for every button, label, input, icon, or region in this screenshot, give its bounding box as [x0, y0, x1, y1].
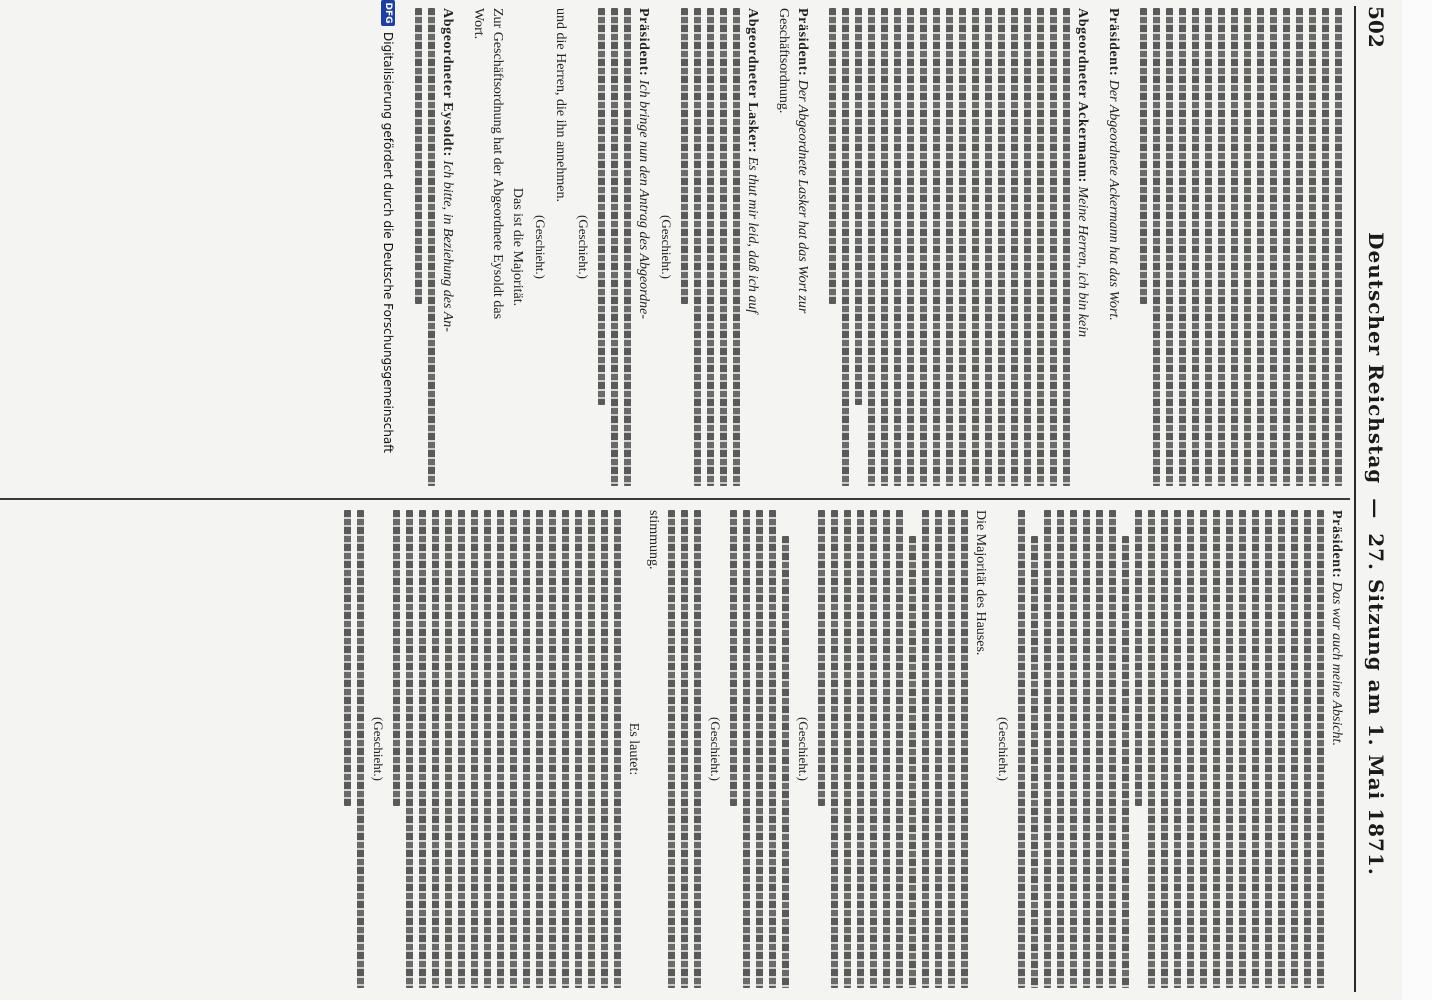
text-line [1096, 510, 1103, 988]
text-line [1231, 8, 1238, 486]
text-line [870, 510, 877, 988]
text-line [484, 510, 491, 988]
text-line [1083, 510, 1090, 988]
credit-text: Digitalisierung gefördert durch die Deutsche Forschungsgemeinschaft [381, 32, 395, 454]
text-line [1135, 510, 1142, 806]
speech-text: Meine Herren, ich bin kein [1075, 186, 1090, 338]
session-title: 27. Sitzung am 1. Mai 1871. [1364, 533, 1388, 876]
text-line-word: Wort. [471, 8, 486, 40]
text-line [946, 8, 953, 486]
text-line [1239, 510, 1246, 988]
text-line [1122, 536, 1129, 988]
text-line [1070, 510, 1077, 988]
text-line [756, 510, 763, 988]
speech-opening [744, 8, 761, 486]
text-line [1148, 510, 1155, 988]
speech-opening [1328, 510, 1345, 988]
text-line [829, 8, 836, 304]
text-line [588, 510, 595, 988]
text-line [344, 510, 351, 806]
text-line [769, 510, 776, 988]
speaker-name: Abgeordneter Eysoldt: [440, 8, 455, 157]
text-line [868, 8, 875, 486]
text-line [523, 510, 530, 988]
text-line [1244, 8, 1251, 486]
publication-title: Deutscher Reichstag [1364, 232, 1388, 485]
text-line [972, 8, 979, 486]
dfg-logo-icon: DFG [381, 0, 395, 26]
speaker-name: Präsident: [795, 8, 810, 77]
speech-continuation: Geschäftsordnung. [776, 8, 791, 114]
text-line [1011, 8, 1018, 486]
text-line [1187, 510, 1194, 988]
text-line [782, 536, 789, 988]
text-line [1161, 510, 1168, 988]
text-line [998, 8, 1005, 486]
text-line [471, 510, 478, 988]
text-line [1257, 8, 1264, 486]
text-line [1218, 8, 1225, 486]
text-line [1109, 510, 1116, 988]
text-line [959, 8, 966, 486]
text-line [1317, 510, 1324, 988]
speech-opening [1074, 8, 1091, 486]
text-line [694, 510, 701, 988]
text-line [1335, 8, 1342, 486]
speech-text: Der Abgeordnete Lasker hat das Wort zur [795, 79, 810, 314]
text-line [562, 510, 569, 988]
text-line [844, 510, 851, 988]
text-line [598, 8, 605, 405]
speech-opening [635, 8, 652, 486]
parliamentary-remark: (Geschieht.) [996, 717, 1011, 781]
header-separator: — [1364, 498, 1388, 520]
text-line [1174, 510, 1181, 988]
text-line [406, 510, 413, 988]
text-line [1304, 510, 1311, 988]
column-divider [0, 498, 1350, 500]
text-line [614, 510, 621, 988]
text-line [818, 510, 825, 806]
text-line [857, 510, 864, 988]
text-line [1205, 8, 1212, 486]
text-line [601, 510, 608, 988]
text-line [445, 510, 452, 988]
text-line-reads: Es lautet: [626, 722, 641, 776]
text-line [1192, 8, 1199, 486]
text-line [896, 510, 903, 988]
speaker-name: Präsident: [1329, 510, 1344, 579]
speech-opening [1105, 8, 1122, 486]
page-number: 502 [1364, 6, 1388, 48]
text-line [985, 8, 992, 486]
text-line [1037, 8, 1044, 486]
text-line [1213, 510, 1220, 988]
text-line [1063, 8, 1070, 486]
text-line [1296, 8, 1303, 486]
text-line [1179, 8, 1186, 486]
speech-text: Das war auch meine Absicht. [1329, 581, 1344, 746]
text-line [707, 8, 714, 486]
text-line [536, 510, 543, 988]
text-line [920, 8, 927, 486]
text-line [933, 8, 940, 486]
right-column [338, 510, 1346, 988]
text-line [1044, 510, 1051, 988]
speaker-name: Präsident: [1106, 8, 1121, 77]
speech-text: Ich bitte, in Beziehung des An- [440, 160, 455, 332]
text-line [935, 510, 942, 988]
text-line [432, 510, 439, 988]
text-line [1018, 510, 1025, 988]
text-line [855, 8, 862, 405]
text-line [668, 510, 675, 988]
text-line [831, 510, 838, 988]
text-line [1226, 510, 1233, 988]
text-line [549, 510, 556, 988]
text-line [458, 510, 465, 988]
text-line [720, 8, 727, 486]
text-line [1057, 510, 1064, 988]
text-line [961, 510, 968, 988]
text-line [730, 510, 737, 806]
digitization-credit [378, 0, 398, 990]
parliamentary-remark: (Geschieht.) [659, 215, 674, 279]
text-line [611, 8, 618, 486]
text-line [733, 8, 740, 486]
speech-text: Der Abgeordnete Ackermann hat das Wort. [1106, 79, 1121, 321]
text-line [575, 510, 582, 988]
text-line [948, 510, 955, 988]
left-column [409, 8, 1346, 486]
text-line [1322, 8, 1329, 486]
speaker-name: Abgeordneter Lasker: [745, 8, 760, 154]
text-line [428, 8, 435, 486]
text-line [842, 8, 849, 486]
speaker-name: Präsident: [636, 8, 651, 77]
speaker-name: Abgeordneter Ackermann: [1075, 8, 1090, 183]
text-line [510, 510, 517, 988]
text-line [881, 8, 888, 486]
text-line [1265, 510, 1272, 988]
text-line [907, 8, 914, 486]
text-line [357, 510, 364, 988]
parliamentary-remark: (Geschieht.) [371, 717, 386, 781]
text-line [694, 8, 701, 486]
text-line [624, 8, 631, 486]
header-rule [1354, 6, 1356, 992]
parliamentary-remark: (Geschieht.) [796, 717, 811, 781]
text-line [681, 510, 688, 988]
page-header [1362, 6, 1390, 992]
text-line [1050, 8, 1057, 486]
parliamentary-remark: (Geschieht.) [576, 215, 591, 279]
text-line [1140, 8, 1147, 304]
speech-opening [794, 8, 811, 486]
text-line [497, 510, 504, 988]
text-line-majority: Die Majorität des Hauses. [973, 510, 988, 656]
text-line [922, 510, 929, 988]
text-line-agenda: Zur Geschäftsordnung hat der Abgeordnete Eysoldt das [490, 8, 505, 320]
text-line [894, 8, 901, 486]
speech-text: Ich bringe nun den Antrag des Abgeordne- [636, 79, 651, 319]
speech-text: Es thut mir leid, daß ich auf [745, 156, 760, 314]
text-line [1024, 8, 1031, 486]
header-title [1364, 116, 1388, 992]
text-line [1252, 510, 1259, 988]
text-line [909, 536, 916, 988]
text-line [419, 510, 426, 988]
text-line [1278, 510, 1285, 988]
text-line-vote: stimmung. [646, 510, 661, 570]
text-line [1309, 8, 1316, 486]
text-line [1291, 510, 1298, 988]
text-line [681, 8, 688, 304]
text-line [743, 510, 750, 988]
text-line [415, 8, 422, 304]
text-line-majority: und die Herren, die ihn annehmen. [553, 8, 568, 202]
text-line [1200, 510, 1207, 988]
parliamentary-remark: (Geschieht.) [708, 717, 723, 781]
text-line [1166, 8, 1173, 486]
text-line [883, 510, 890, 988]
text-line [1283, 8, 1290, 486]
text-line [1270, 8, 1277, 486]
parliamentary-remark: (Geschieht.) [533, 215, 548, 279]
text-line [1031, 536, 1038, 988]
text-line-majority: Das ist die Majorität. [510, 187, 525, 307]
text-line [1153, 8, 1160, 486]
speech-opening [439, 8, 456, 486]
